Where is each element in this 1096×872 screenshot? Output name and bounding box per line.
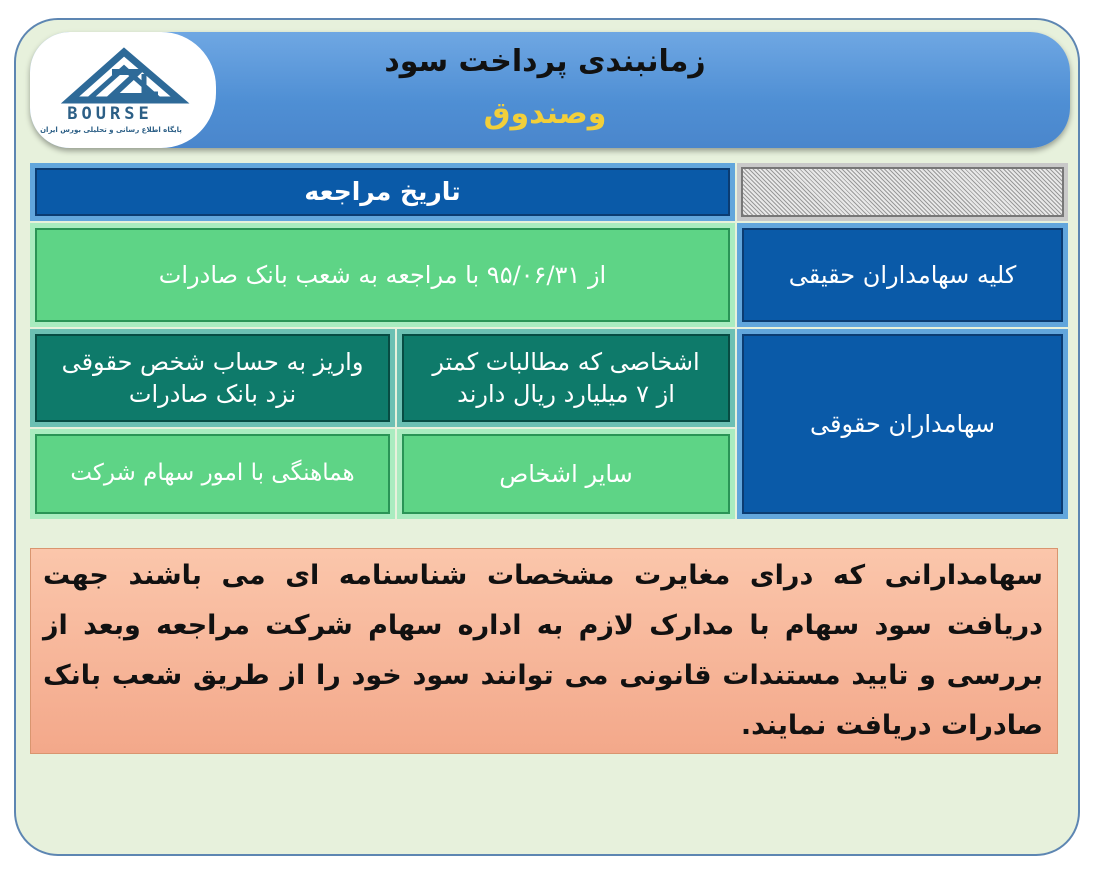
- others-value: هماهنگی با امور سهام شرکت: [30, 429, 395, 519]
- page-subtitle: وصندوق: [483, 96, 607, 131]
- others-label: سایر اشخاص: [397, 429, 735, 519]
- row-label-real-shareholders: کلیه سهامداران حقیقی: [737, 223, 1068, 327]
- row-value-real-shareholders: از ۹۵/۰۶/۳۱ با مراجعه به شعب بانک صادرات: [30, 223, 735, 327]
- logo-tagline: پایگاه اطلاع رسانی و تحلیلی بورس ایران: [40, 126, 182, 134]
- small-claims-value: واریز به حساب شخص حقوقی نزد بانک صادرات: [30, 329, 395, 427]
- corner-cell: [737, 163, 1068, 221]
- row-label-legal-shareholders: سهامداران حقوقی: [737, 329, 1068, 519]
- small-claims-label: اشخاصی که مطالبات کمتر از ۷ میلیارد ریال دارند: [397, 329, 735, 427]
- logo-wordmark: BOURSE: [67, 104, 153, 124]
- column-header-date: تاریخ مراجعه: [30, 163, 735, 221]
- mismatch-note: سهامدارانی که درای مغایرت مشخصات شناسنامه ای می باشند جهت دریافت سود سهام با مدارک لازم به اداره سهام شرکت مراجعه وبعد از بررسی و تایید مستندات قانونی می توانند سود خود را از طریق شعب بانک صادرات دریافت نمایند.: [30, 548, 1058, 754]
- page-title: زمانبندی پرداخت سود: [384, 44, 706, 79]
